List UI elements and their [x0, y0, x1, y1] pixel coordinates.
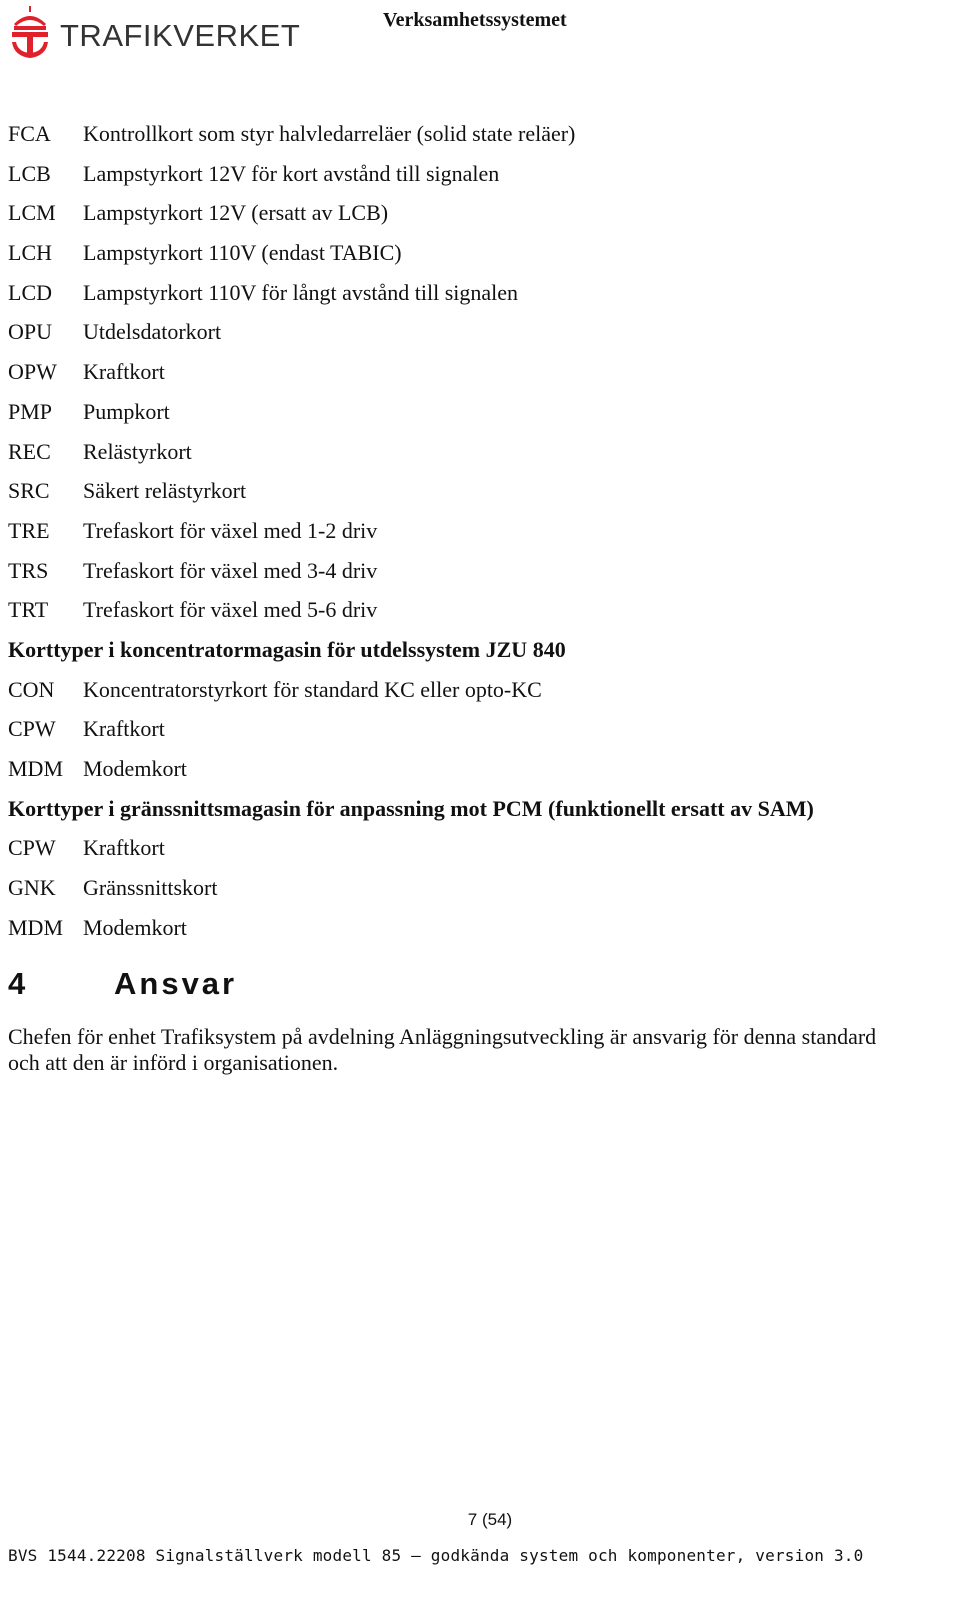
card-description: Relästyrkort	[83, 438, 192, 464]
card-type-row	[8, 670, 948, 710]
card-type-row	[8, 432, 948, 472]
card-type-row	[8, 590, 948, 630]
card-code: GNK	[8, 875, 56, 901]
paragraph-line: Chefen för enhet Trafiksystem på avdelning Anläggningsutveckling är ansvarig för denna standard	[8, 1024, 877, 1049]
card-code: MDM	[8, 756, 64, 781]
card-description: Koncentratorstyrkort för standard KC eller opto-KC	[83, 676, 542, 702]
card-type-row	[8, 511, 948, 551]
card-description: Kraftkort	[83, 835, 165, 861]
card-code: SRC	[8, 478, 50, 504]
card-rows-rows3	[8, 828, 948, 947]
card-description: Trefaskort för växel med 1-2 driv	[83, 517, 378, 543]
card-description: Säkert relästyrkort	[83, 478, 247, 504]
card-code: CON	[8, 676, 55, 702]
card-type-row	[8, 749, 948, 789]
card-description: Lampstyrkort 12V (ersatt av LCB)	[83, 200, 389, 226]
card-code: LCB	[8, 160, 51, 186]
subheading-interface: Korttyper i gränssnittsmagasin för anpassning mot PCM (funktionellt ersatt av SAM)	[8, 795, 814, 821]
card-type-row	[8, 868, 948, 908]
card-code: FCA	[8, 121, 51, 146]
card-code: LCH	[8, 240, 52, 266]
responsibility-paragraph	[8, 1024, 953, 1076]
card-type-row	[8, 114, 948, 154]
card-code: OPU	[8, 319, 53, 345]
card-description: Lampstyrkort 110V för långt avstånd till signalen	[83, 279, 519, 305]
section-number: 4	[8, 966, 29, 1001]
card-type-row	[8, 551, 948, 591]
trafikverket-logo	[8, 6, 300, 60]
section-title: Ansvar	[114, 966, 238, 1001]
card-type-row	[8, 352, 948, 392]
document-footer: BVS 1544.22208 Signalställverk modell 85 – godkända system och komponenter, version 3.0	[8, 1546, 864, 1565]
card-description: Pumpkort	[83, 398, 170, 424]
card-type-row	[8, 908, 948, 948]
card-description: Lampstyrkort 110V (endast TABIC)	[83, 240, 402, 266]
card-description: Modemkort	[83, 914, 187, 940]
card-description: Utdelsdatorkort	[83, 319, 222, 345]
card-description: Kontrollkort som styr halvledarreläer (solid state reläer)	[83, 121, 576, 146]
card-rows-rows	[8, 114, 948, 630]
logo-text: TRAFIKVERKET	[60, 18, 301, 53]
card-code: LCD	[8, 279, 52, 305]
card-type-row	[8, 471, 948, 511]
card-description: Trefaskort för växel med 5-6 driv	[83, 597, 378, 623]
crown-logo-icon	[8, 6, 52, 60]
card-type-row	[8, 312, 948, 352]
card-code: TRT	[8, 597, 49, 623]
card-type-row	[8, 193, 948, 233]
card-code: PMP	[8, 398, 53, 424]
card-type-row	[8, 392, 948, 432]
card-code: TRE	[8, 517, 50, 543]
paragraph-line: och att den är införd i organisationen.	[8, 1050, 339, 1075]
card-type-list	[8, 114, 948, 947]
card-description: Kraftkort	[83, 716, 165, 742]
card-description: Gränssnittskort	[83, 875, 218, 901]
card-code: OPW	[8, 359, 57, 385]
card-code: TRS	[8, 557, 49, 583]
card-type-row	[8, 154, 948, 194]
header-title: Verksamhetssystemet	[383, 9, 567, 31]
card-type-row	[8, 828, 948, 868]
card-description: Kraftkort	[83, 359, 165, 385]
card-description: Lampstyrkort 12V för kort avstånd till signalen	[83, 160, 500, 186]
card-code: CPW	[8, 835, 56, 861]
card-type-row	[8, 273, 948, 313]
card-code: REC	[8, 438, 51, 464]
section-heading	[8, 966, 237, 1002]
subheading-concentrator: Korttyper i koncentratormagasin för utdelssystem JZU 840	[8, 636, 566, 662]
page-number: 7 (54)	[467, 1510, 513, 1529]
card-code: MDM	[8, 914, 64, 940]
card-type-row	[8, 709, 948, 749]
card-code: CPW	[8, 716, 56, 742]
card-code: LCM	[8, 200, 56, 226]
card-type-row	[8, 233, 948, 273]
card-description: Trefaskort för växel med 3-4 driv	[83, 557, 378, 583]
card-description: Modemkort	[83, 756, 187, 781]
card-rows-rows2	[8, 670, 948, 789]
